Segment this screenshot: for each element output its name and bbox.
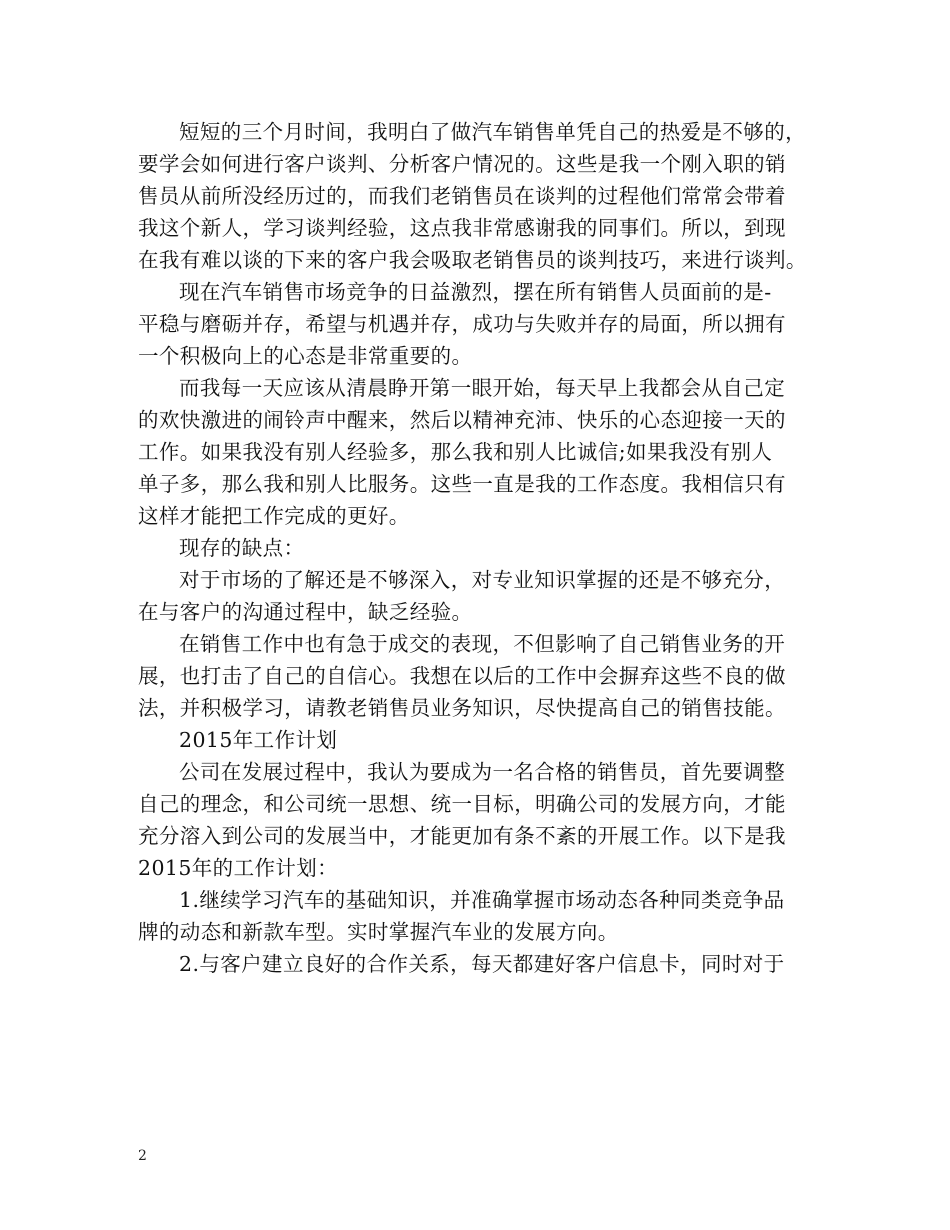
- section-heading: 2015年工作计划: [179, 728, 338, 752]
- text-line: 2015年的工作计划：: [138, 856, 339, 880]
- page-number: 2: [138, 1148, 147, 1164]
- text-line: 售员从前所没经历过的，而我们老销售员在谈判的过程他们常常会带着: [138, 184, 786, 208]
- text-line: 的欢快激进的闹铃声中醒来，然后以精神充沛、快乐的心态迎接一天的: [138, 408, 786, 432]
- text-line: 在销售工作中也有急于成交的表现，不但影响了自己销售业务的开: [179, 632, 786, 656]
- text-line: 这样才能把工作完成的更好。: [138, 504, 410, 528]
- text-line: 充分溶入到公司的发展当中，才能更加有条不紊的开展工作。以下是我: [138, 824, 786, 848]
- text-line: 而我每一天应该从清晨睁开第一眼开始，每天早上我都会从自己定: [179, 376, 786, 400]
- text-line: 平稳与磨砺并存，希望与机遇并存，成功与失败并存的局面，所以拥有: [138, 312, 786, 336]
- text-line: 展，也打击了自己的自信心。我想在以后的工作中会摒弃这些不良的做: [138, 664, 786, 688]
- text-line: 要学会如何进行客户谈判、分析客户情况的。这些是我一个刚入职的销: [138, 152, 786, 176]
- list-item: 1.继续学习汽车的基础知识，并准确掌握市场动态各种同类竞争品: [179, 888, 785, 912]
- text-line: 对于市场的了解还是不够深入，对专业知识掌握的还是不够充分，: [179, 568, 786, 592]
- text-line: 短短的三个月时间，我明白了做汽车销售单凭自己的热爱是不够的，: [179, 120, 806, 144]
- text-line: 自己的理念，和公司统一思想、统一目标，明确公司的发展方向，才能: [138, 792, 786, 816]
- list-item: 2.与客户建立良好的合作关系，每天都建好客户信息卡，同时对于: [179, 952, 785, 976]
- text-line: 在我有难以谈的下来的客户我会吸取老销售员的谈判技巧，来进行谈判。: [138, 248, 807, 272]
- section-heading: 现存的缺点：: [179, 536, 305, 560]
- text-line: 现在汽车销售市场竞争的日益激烈，摆在所有销售人员面前的是-: [179, 280, 772, 304]
- text-line: 公司在发展过程中，我认为要成为一名合格的销售员，首先要调整: [179, 760, 786, 784]
- text-line: 我这个新人，学习谈判经验，这点我非常感谢我的同事们。所以，到现: [138, 216, 786, 240]
- document-body: [138, 116, 828, 980]
- text-line: 单子多，那么我和别人比服务。这些一直是我的工作态度。我相信只有: [138, 472, 786, 496]
- text-line: 在与客户的沟通过程中，缺乏经验。: [138, 600, 473, 624]
- text-line: 工作。如果我没有别人经验多，那么我和别人比诚信;如果我没有别人: [138, 440, 773, 464]
- text-line: 一个积极向上的心态是非常重要的。: [138, 344, 473, 368]
- text-line: 法，并积极学习，请教老销售员业务知识，尽快提高自己的销售技能。: [138, 696, 786, 720]
- text-line: 牌的动态和新款车型。实时掌握汽车业的发展方向。: [138, 920, 619, 944]
